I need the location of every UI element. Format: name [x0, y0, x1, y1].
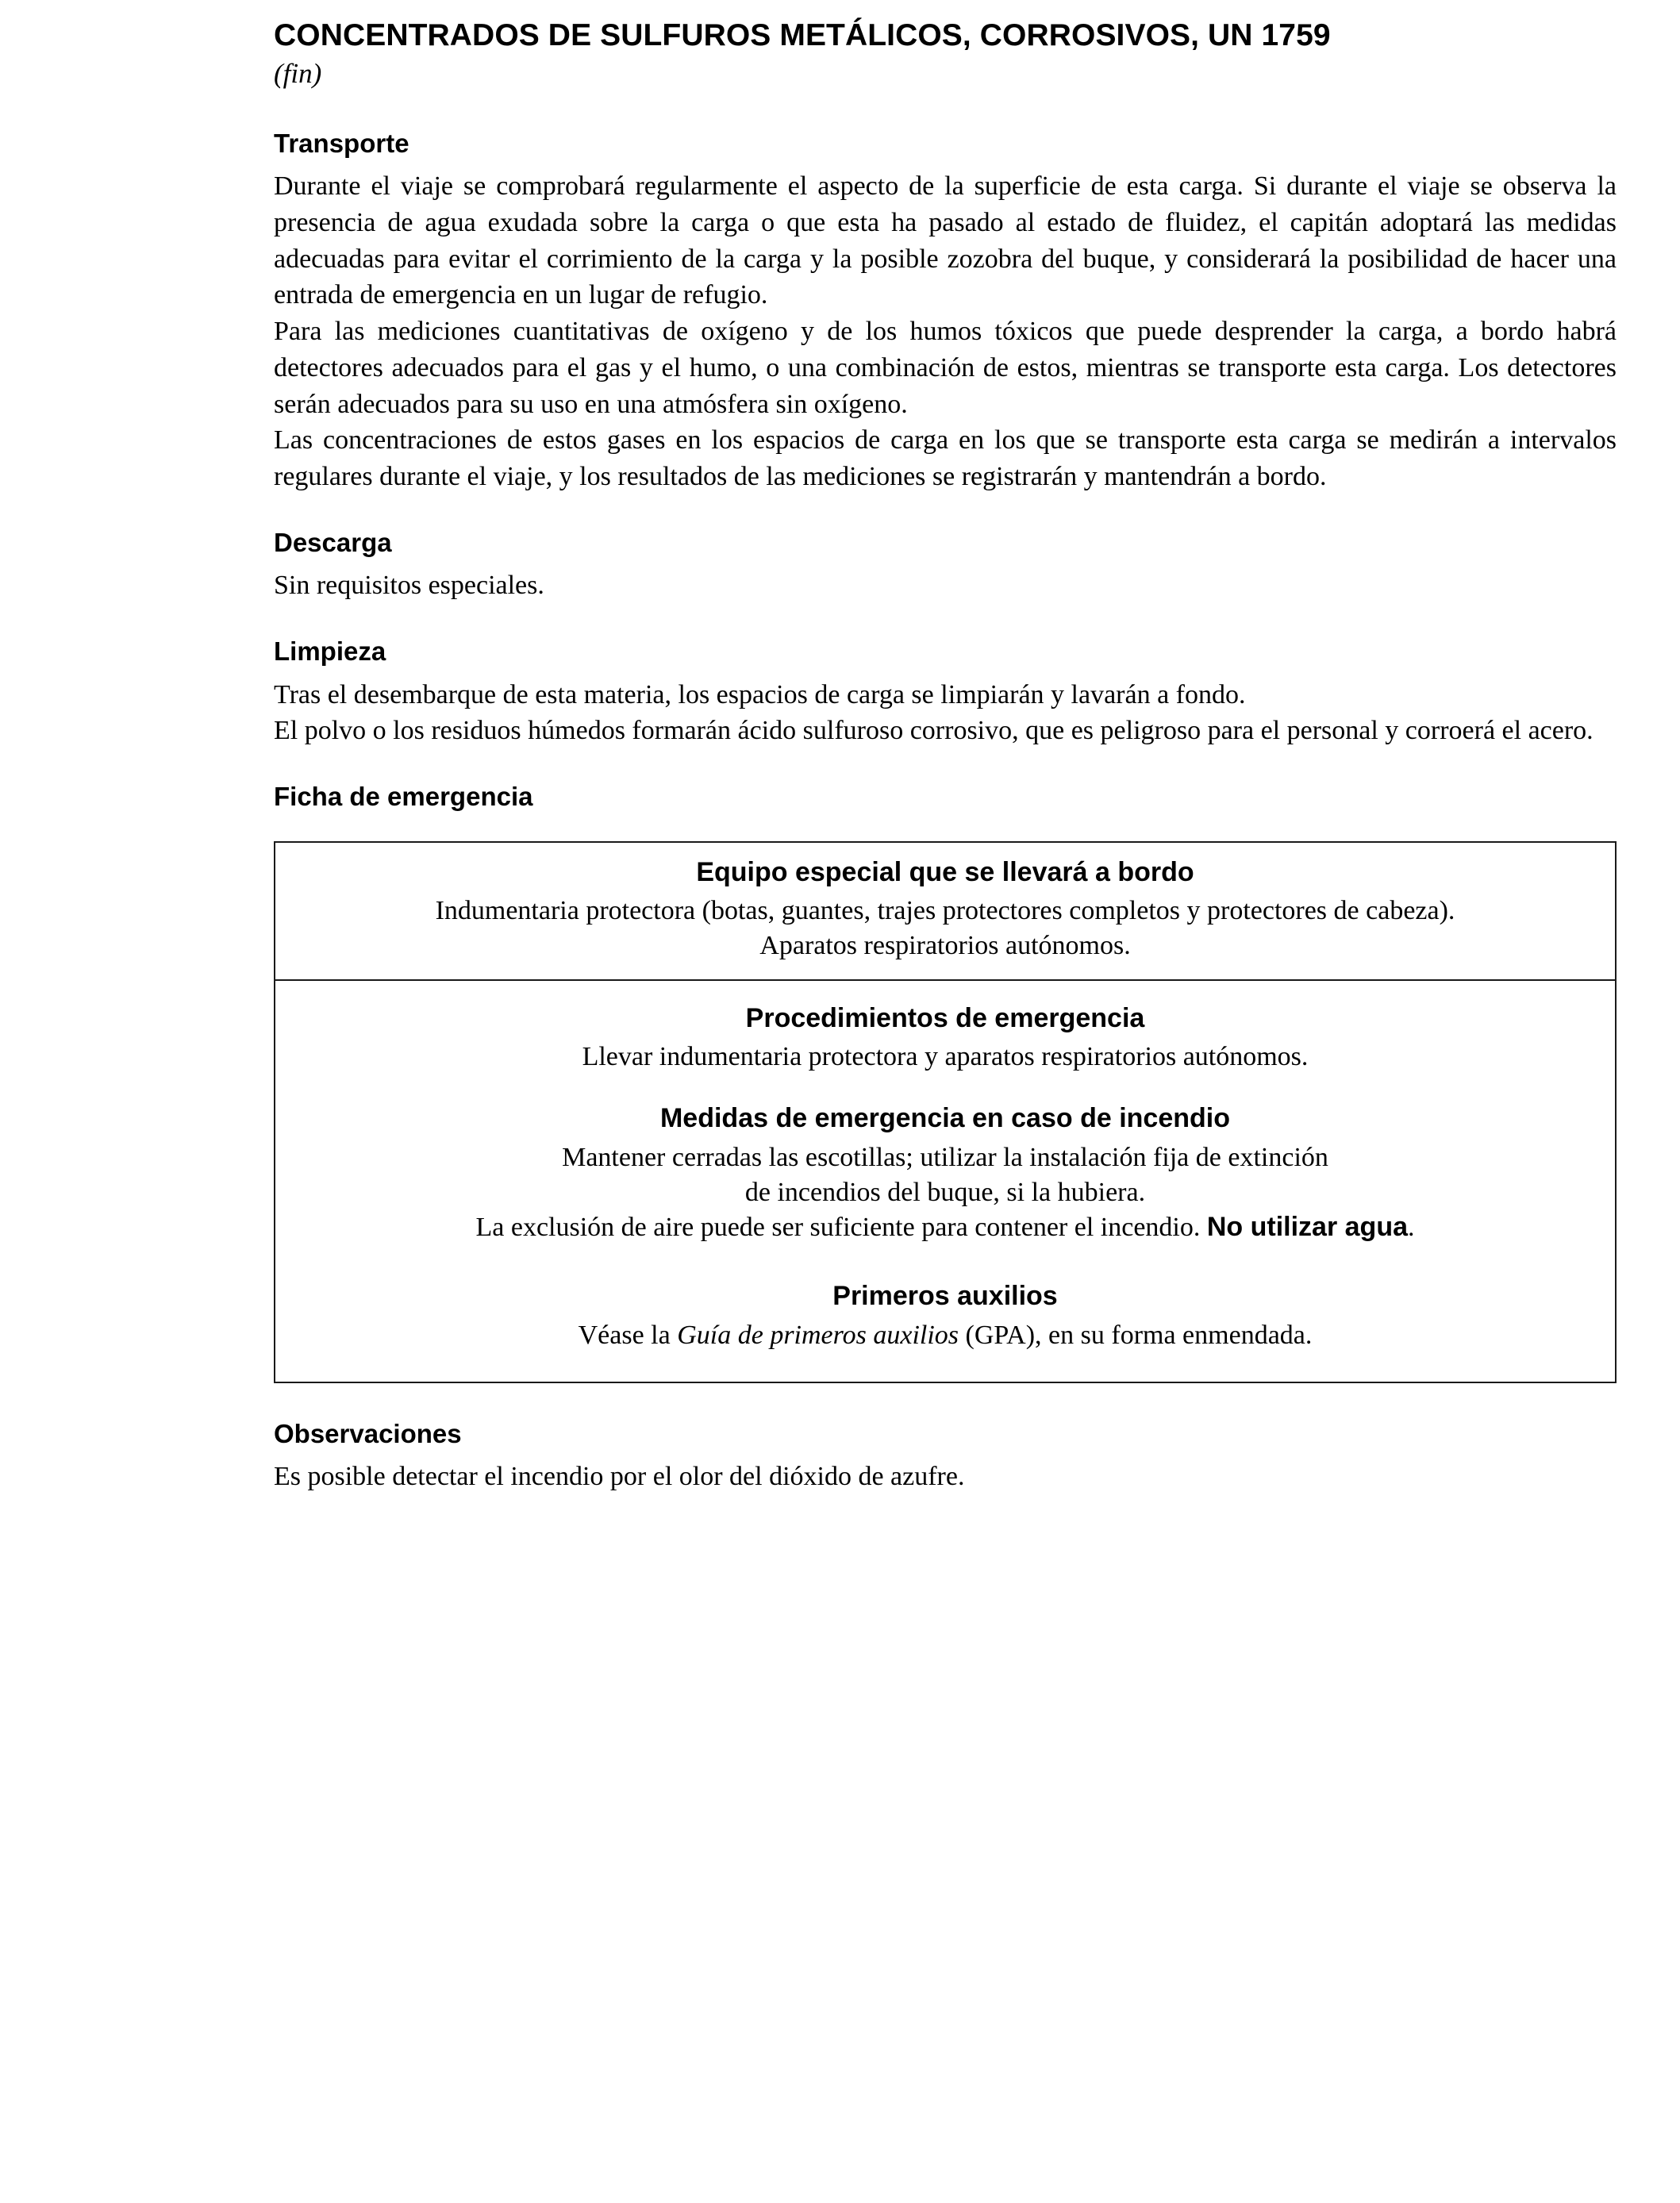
spacer — [274, 558, 1617, 567]
paragraph-transporte-3: Las concentraciones de estos gases en los espacios de carga en los que se transporte esta carga se medirán a intervalos regulares durante el viaje, y los resultados de las mediciones se registrarán y mantendrán a bordo. — [274, 425, 1617, 492]
emergency-incendio-line-2: de incendios del buque, si la hubiera. — [744, 1177, 1146, 1207]
primeros-auxilios-guide-title: Guía de primeros auxilios — [677, 1320, 959, 1350]
emergency-heading-incendio: Medidas de emergencia en caso de incendio — [659, 1103, 1231, 1134]
emergency-cell-procedimientos — [275, 979, 1615, 1382]
spacer — [274, 495, 1617, 527]
emergency-cell-equipo — [275, 843, 1615, 979]
section-heading-limpieza: Limpieza — [274, 636, 386, 667]
paragraph-limpieza-1: Tras el desembarque de esta materia, los espacios de carga se limpiarán y lavarán a fondo. — [274, 679, 1246, 709]
emergency-card-table — [274, 841, 1617, 1383]
section-heading-transporte: Transporte — [274, 128, 409, 158]
page-subtitle: (fin) — [274, 58, 322, 90]
emergency-heading-procedimientos: Procedimientos de emergencia — [745, 1002, 1145, 1033]
spacer — [274, 604, 1617, 636]
paragraph-descarga-1: Sin requisitos especiales. — [274, 571, 544, 601]
spacer — [296, 1244, 1594, 1279]
observations-block — [274, 1418, 1617, 1495]
emergency-warning-prefix: La exclusión de aire puede ser suficiente para contener el incendio. — [475, 1212, 1207, 1242]
page-title: CONCENTRADOS DE SULFUROS METÁLICOS, CORROSIVOS, UN 1759 — [274, 18, 1331, 52]
emergency-equipo-line-1: Indumentaria protectora (botas, guantes, trajes protectores completos y protectores de cabeza). — [435, 896, 1455, 926]
section-heading-observaciones: Observaciones — [274, 1418, 462, 1448]
paragraph-transporte-1: Durante el viaje se comprobará regularmente el aspecto de la superficie de esta carga. Si durante el viaje se observa la presencia de agua exudada sobre la carga o que esta ha pasado al estado de fluidez, el capitán adoptará las medidas adecuadas para evitar el corrimiento de la carga y la posible zozobra del buque, y considerará la posibilidad de hacer una entrada de emergencia en un lugar de refugio. — [274, 171, 1617, 310]
primeros-auxilios-suffix: (GPA), en su forma enmendada. — [959, 1320, 1313, 1350]
paragraph-observaciones-1: Es posible detectar el incendio por el olor del dióxido de azufre. — [274, 1462, 965, 1492]
emergency-warning-bold: No utilizar agua — [1206, 1211, 1408, 1242]
emergency-warning-suffix: . — [1408, 1212, 1415, 1242]
emergency-incendio-line-1: Mantener cerradas las escotillas; utilizar la instalación fija de extinción — [562, 1142, 1328, 1172]
spacer — [274, 91, 1617, 128]
section-heading-ficha-emergencia: Ficha de emergencia — [274, 782, 533, 812]
spacer — [274, 749, 1617, 781]
emergency-heading-equipo: Equipo especial que se llevará a bordo — [696, 856, 1194, 887]
spacer — [274, 667, 1617, 677]
emergency-incendio-warning — [296, 1210, 1594, 1245]
paragraph-limpieza-2: El polvo o los residuos húmedos formarán ácido sulfuroso corrosivo, que es peligroso para el personal y corroerá el acero. — [274, 716, 1594, 746]
section-heading-descarga: Descarga — [274, 527, 392, 557]
page-content — [274, 17, 1617, 1495]
spacer — [274, 1449, 1617, 1459]
spacer — [296, 1075, 1594, 1102]
primeros-auxilios-prefix: Véase la — [578, 1320, 678, 1350]
emergency-heading-primeros-auxilios: Primeros auxilios — [832, 1281, 1058, 1312]
emergency-procedimientos-line-1: Llevar indumentaria protectora y aparatos respiratorios autónomos. — [582, 1042, 1309, 1072]
emergency-primeros-auxilios-line — [296, 1318, 1594, 1353]
spacer — [274, 159, 1617, 168]
emergency-equipo-line-2: Aparatos respiratorios autónomos. — [759, 931, 1131, 961]
paragraph-transporte-2: Para las mediciones cuantitativas de oxígeno y de los humos tóxicos que puede desprender la carga, a bordo habrá detectores adecuados para el gas y el humo, o una combinación de estos, mientras se transporte esta carga. Los detectores serán adecuados para su uso en una atmósfera sin oxígeno. — [274, 317, 1617, 419]
